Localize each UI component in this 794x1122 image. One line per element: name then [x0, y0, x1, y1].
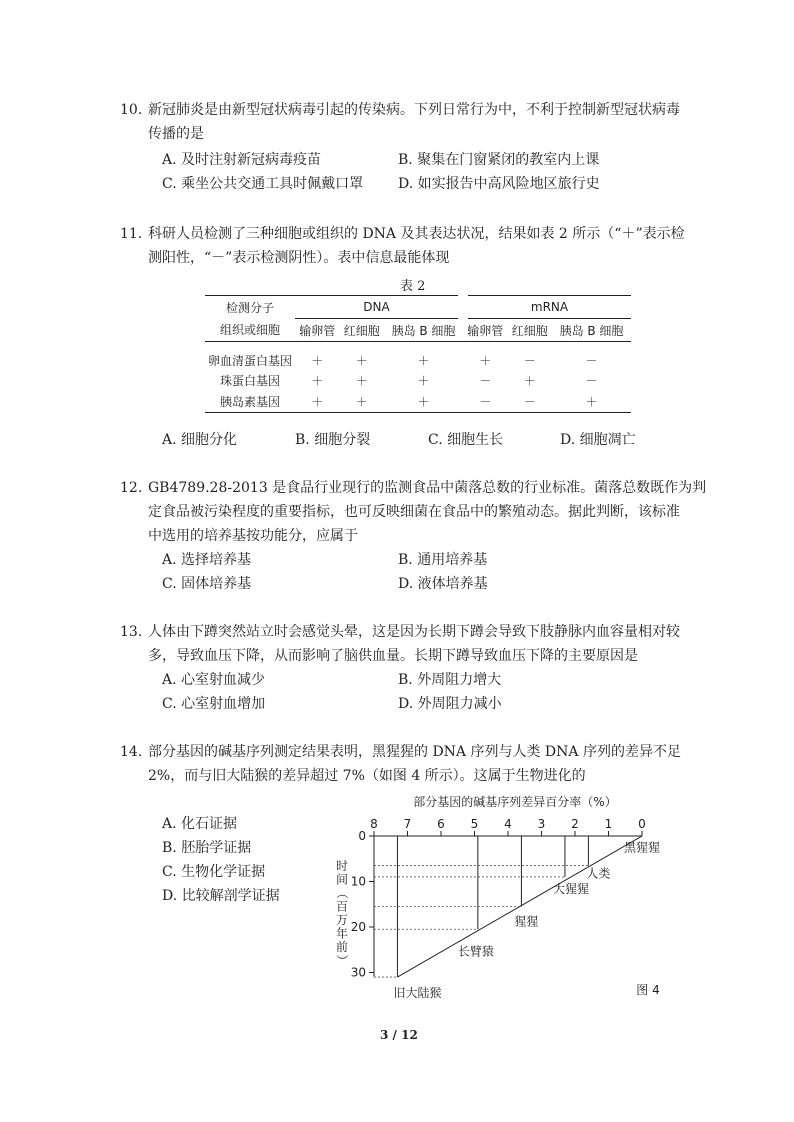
table-header-molecule: 检测分子 — [225, 300, 274, 315]
table-header-mrna: mRNA — [463, 296, 631, 319]
q12-option-d: D. 液体培养基 — [398, 576, 488, 592]
y-axis-label-char: 百 — [335, 899, 349, 914]
x-tick-label: 1 — [604, 817, 613, 831]
q11-option-b: B. 细胞分裂 — [295, 432, 371, 448]
table-cell: － — [523, 353, 536, 368]
q13-number: 13. — [120, 624, 143, 640]
q14-stem-line1: 部分基因的碱基序列测定结果表明，黑猩猩的 DNA 序列与人类 DNA 序列的差异不足 — [148, 744, 681, 760]
table-cell: ＋ — [355, 353, 368, 368]
q14-stem-line2: 2%，而与旧大陆猴的差异超过 7%（如图 4 所示）。这属于生物进化的 — [148, 768, 586, 784]
q10-stem-line1: 新冠肺炎是由新型冠状病毒引起的传染病。下列日常行为中，不利于控制新型冠状病毒 — [148, 102, 680, 118]
table-cell: － — [585, 373, 598, 388]
q12-option-a: A. 选择培养基 — [162, 552, 252, 568]
species-label: 人类 — [586, 866, 611, 881]
table-caption: 表 2 — [400, 279, 426, 294]
q12-stem-line2: 定食品被污染程度的重要指标，也可反映细菌在食品中的繁殖动态。据此判断，该标准 — [148, 504, 680, 520]
y-tick-label: 0 — [358, 829, 366, 843]
y-tick-label: 20 — [350, 920, 366, 934]
q11-option-d: D. 细胞凋亡 — [560, 432, 636, 448]
figure-top-label: 部分基因的碱基序列差异百分率（%） — [413, 795, 617, 809]
x-tick-label: 8 — [370, 817, 378, 831]
q10-option-a: A. 及时注射新冠病毒疫苗 — [162, 152, 322, 168]
q13-option-b: B. 外周阻力增大 — [398, 672, 502, 688]
table-header-cell: 胰岛 B 细胞 — [559, 323, 624, 338]
x-tick-label: 2 — [571, 817, 579, 831]
q10-option-c: C. 乘坐公共交通工具时佩戴口罩 — [162, 176, 364, 192]
table-cell: ＋ — [355, 394, 368, 409]
species-label: 大猩猩 — [552, 881, 589, 896]
table-cell: － — [585, 353, 598, 368]
q11-stem-line2: 测阳性，“－”表示检测阴性）。表中信息最能体现 — [148, 250, 450, 266]
q10-option-d: D. 如实报告中高风险地区旅行史 — [398, 176, 600, 192]
table-row — [205, 370, 631, 390]
q12-stem-line3: 中选用的培养基按功能分，应属于 — [148, 528, 358, 544]
table-cell: － — [523, 394, 536, 409]
q11-option-c: C. 细胞生长 — [428, 432, 504, 448]
y-tick-label: 30 — [350, 965, 366, 980]
q14-option-a: A. 化石证据 — [162, 816, 238, 832]
x-tick-label: 6 — [437, 817, 445, 831]
q13-stem-line1: 人体由下蹲突然站立时会感觉头晕，这是因为长期下蹲会导致下肢静脉内血容量相对较 — [148, 624, 680, 640]
q13-option-c: C. 心室射血增加 — [162, 696, 266, 712]
table-cell: － — [479, 394, 492, 409]
table-cell: ＋ — [417, 353, 430, 368]
x-tick-label: 5 — [470, 817, 479, 831]
table-header-cell: 输卵管 — [299, 323, 336, 338]
species-label: 猩猩 — [514, 914, 539, 929]
table-header-cell: 红细胞 — [343, 323, 380, 338]
q10-stem-line2: 传播的是 — [148, 126, 204, 142]
q14-number: 14. — [120, 744, 143, 760]
table-row — [205, 350, 631, 370]
table-cell: ＋ — [311, 394, 324, 409]
figure-caption: 图 4 — [636, 983, 660, 997]
table-cell: ＋ — [311, 373, 324, 388]
table-cell: 卵血清蛋白基因 — [207, 353, 292, 368]
page-number: 3 / 12 — [380, 1028, 418, 1042]
q11-number: 11. — [120, 226, 143, 242]
q10-number: 10. — [120, 102, 143, 118]
y-tick-label: 10 — [350, 874, 366, 889]
q14-option-d: D. 比较解剖学证据 — [162, 888, 280, 904]
table-cell: ＋ — [355, 373, 368, 388]
q13-option-d: D. 外周阻力减小 — [398, 696, 502, 712]
y-axis-label-char: 年 — [335, 926, 349, 941]
x-tick-label: 0 — [638, 817, 646, 831]
y-axis-label-char: 时 — [335, 859, 349, 873]
q14-option-b: B. 胚胎学证据 — [162, 840, 252, 856]
q12-option-c: C. 固体培养基 — [162, 576, 252, 592]
table-cell: ＋ — [311, 353, 324, 368]
table-header-dna: DNA — [295, 296, 463, 319]
table-cell: 胰岛素基因 — [219, 394, 280, 409]
table-cell: － — [479, 373, 492, 388]
x-tick-label: 3 — [537, 817, 546, 831]
q14-option-c: C. 生物化学证据 — [162, 864, 266, 880]
q12-option-b: B. 通用培养基 — [398, 552, 488, 568]
y-axis-label — [335, 858, 349, 967]
table-cell: ＋ — [523, 373, 536, 388]
y-axis-label-char: （ — [335, 886, 349, 900]
table-cell: ＋ — [585, 394, 598, 409]
q12-stem-line1: GB4789.28-2013 是食品行业现行的监测食品中菌落总数的行业标准。菌落总数既作为判 — [148, 480, 707, 496]
table-header-tissue: 组织或细胞 — [219, 323, 280, 338]
table-cell: ＋ — [417, 373, 430, 388]
table-header-cell: 红细胞 — [511, 323, 548, 338]
table-header-cell: 胰岛 B 细胞 — [391, 323, 456, 338]
species-label: 旧大陆猴 — [393, 986, 442, 1001]
y-axis-label-char: ） — [335, 954, 349, 967]
y-axis-label-char: 万 — [335, 913, 349, 927]
y-axis-label-char: 间 — [335, 872, 349, 887]
table-row — [205, 390, 631, 413]
q10-option-b: B. 聚集在门窗紧闭的教室内上课 — [398, 152, 600, 168]
y-axis-label-char: 前 — [335, 940, 349, 954]
q11-stem-line1: 科研人员检测了三种细胞或组织的 DNA 及其表达状况，结果如表 2 所示（“＋”表示检 — [148, 226, 685, 242]
q11-option-a: A. 细胞分化 — [162, 432, 238, 448]
table-header-cell: 输卵管 — [467, 323, 504, 338]
table-cell: 珠蛋白基因 — [219, 373, 280, 388]
species-label: 黑猩猩 — [623, 840, 661, 855]
table-cell: ＋ — [417, 394, 430, 409]
figure-4 — [330, 792, 670, 1004]
x-tick-label: 7 — [403, 817, 412, 831]
species-label: 长臂猿 — [457, 944, 494, 959]
q13-option-a: A. 心室射血减少 — [162, 672, 266, 688]
q13-stem-line2: 多，导致血压下降，从而影响了脑供血量。长期下蹲导致血压下降的主要原因是 — [148, 648, 638, 664]
q12-number: 12. — [120, 480, 143, 496]
table-2 — [205, 295, 631, 413]
table-cell: ＋ — [479, 353, 492, 368]
x-tick-label: 4 — [504, 817, 512, 831]
